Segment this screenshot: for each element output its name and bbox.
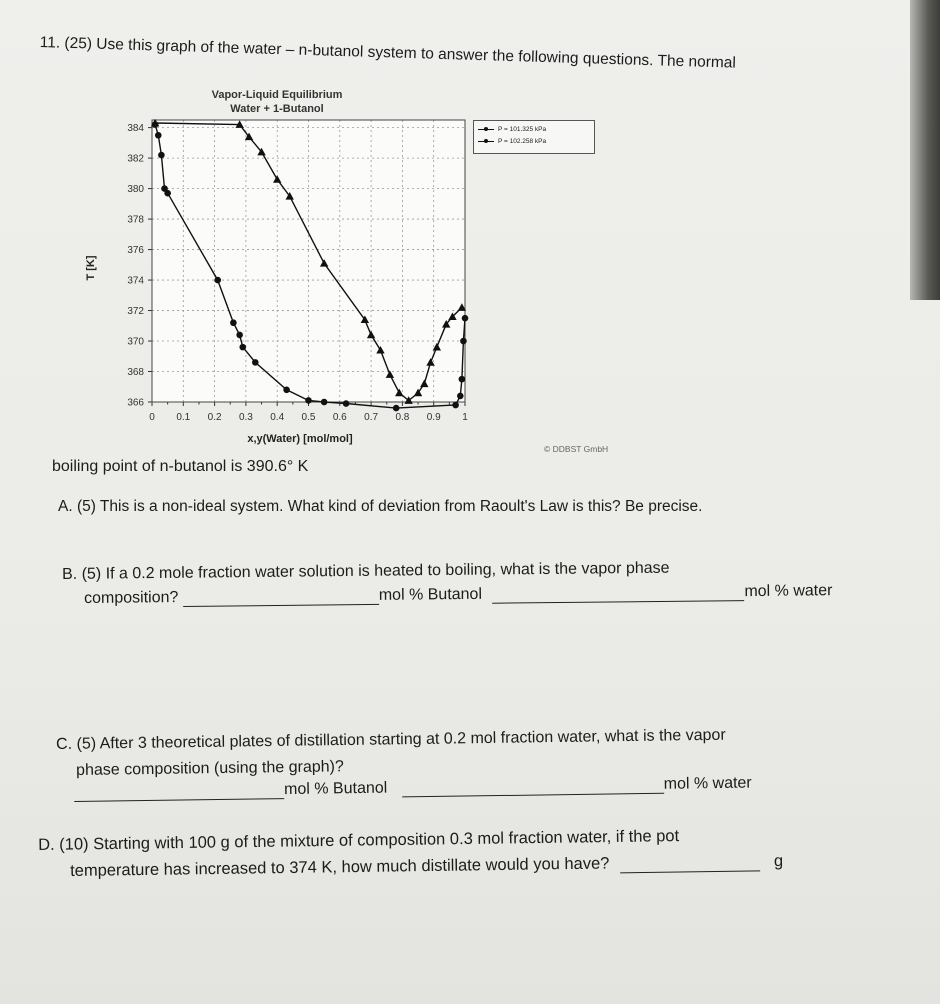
data-point-liquid	[459, 376, 466, 383]
legend-label-2: P = 102.258 kPa	[498, 138, 547, 145]
desk-edge	[910, 0, 940, 300]
data-point-liquid	[462, 315, 469, 322]
part-c-unit-water: mol % water	[663, 774, 752, 793]
part-d-unit: g	[773, 852, 784, 871]
part-a-text: A. (5) This is a non-ideal system. What kind of deviation from Raoult's Law is this? Be precise.	[58, 498, 703, 515]
data-point-liquid	[155, 132, 162, 139]
intro-continued: boiling point of n-butanol is 390.6° K	[52, 458, 309, 475]
legend-item-2	[478, 138, 546, 145]
data-point-liquid	[452, 402, 459, 409]
data-point-liquid	[158, 152, 165, 159]
y-tick-label: 372	[127, 306, 144, 318]
x-tick-label: 0.6	[332, 412, 347, 423]
y-tick-label: 370	[127, 336, 144, 348]
data-point-liquid	[236, 332, 243, 339]
data-point-liquid	[305, 397, 312, 404]
x-tick-label: 0.5	[301, 412, 316, 423]
x-axis-label: x,y(Water) [mol/mol]	[247, 433, 353, 445]
chart-subtitle: Water + 1-Butanol	[230, 103, 324, 115]
y-tick-label: 378	[127, 214, 144, 226]
legend-item-1	[478, 126, 546, 133]
chart-title: Vapor-Liquid Equilibrium	[211, 89, 343, 101]
y-tick-label: 368	[127, 367, 144, 379]
chart-legend	[473, 120, 595, 154]
legend-circle-marker	[478, 129, 494, 130]
part-b-unit-butanol: mol % Butanol	[378, 585, 483, 604]
x-tick-label: 0.3	[238, 412, 253, 423]
x-tick-label: 1	[462, 412, 468, 423]
y-tick-label: 374	[127, 275, 144, 287]
part-b-unit-water: mol % water	[744, 582, 833, 601]
x-tick-label: 0.4	[270, 412, 285, 423]
data-point-liquid	[321, 399, 328, 406]
vle-chart	[60, 80, 480, 450]
y-tick-label: 376	[127, 245, 144, 257]
part-c-line1: C. (5) After 3 theoretical plates of distillation starting at 0.2 mol fraction water, what is the vapor	[56, 726, 726, 753]
copyright-notice: © DDBST GmbH	[544, 444, 609, 454]
x-tick-label: 0.2	[207, 412, 222, 423]
data-point-liquid	[164, 190, 171, 197]
part-c-unit-butanol: mol % Butanol	[283, 779, 388, 799]
data-point-liquid	[283, 387, 290, 394]
part-b-line1: B. (5) If a 0.2 mole fraction water solution is heated to boiling, what is the vapor phase	[62, 559, 670, 583]
chart-grid	[152, 120, 465, 402]
data-point-liquid	[214, 277, 221, 284]
data-point-liquid	[343, 400, 350, 407]
x-tick-label: 0	[149, 412, 155, 423]
part-b-composition-label: composition?	[84, 589, 179, 607]
legend-triangle-marker	[478, 141, 494, 142]
x-tick-label: 0.8	[395, 412, 410, 423]
data-point-liquid	[460, 338, 467, 345]
part-d-line1: D. (10) Starting with 100 g of the mixture of composition 0.3 mol fraction water, if the pot	[38, 827, 680, 854]
y-tick-label: 382	[127, 153, 144, 165]
y-axis-label: T [K]	[85, 255, 97, 281]
y-tick-label: 380	[127, 184, 144, 196]
part-d-question: temperature has increased to 374 K, how much distillate would you have?	[70, 854, 610, 880]
data-point-liquid	[457, 393, 464, 400]
data-point-liquid	[230, 319, 237, 326]
y-tick-label: 384	[127, 123, 144, 135]
legend-label-1: P = 101.325 kPa	[498, 126, 547, 133]
question-header: 11. (25) Use this graph of the water – n-butanol system to answer the following questions. The normal	[39, 34, 737, 72]
data-point-liquid	[393, 405, 400, 412]
part-c-line2: phase composition (using the graph)?	[76, 758, 344, 779]
x-tick-label: 0.1	[176, 412, 191, 423]
data-point-liquid	[239, 344, 246, 351]
x-tick-label: 0.9	[426, 412, 441, 423]
x-tick-label: 0.7	[364, 412, 379, 423]
data-point-liquid	[252, 359, 259, 366]
y-tick-label: 366	[127, 397, 144, 409]
